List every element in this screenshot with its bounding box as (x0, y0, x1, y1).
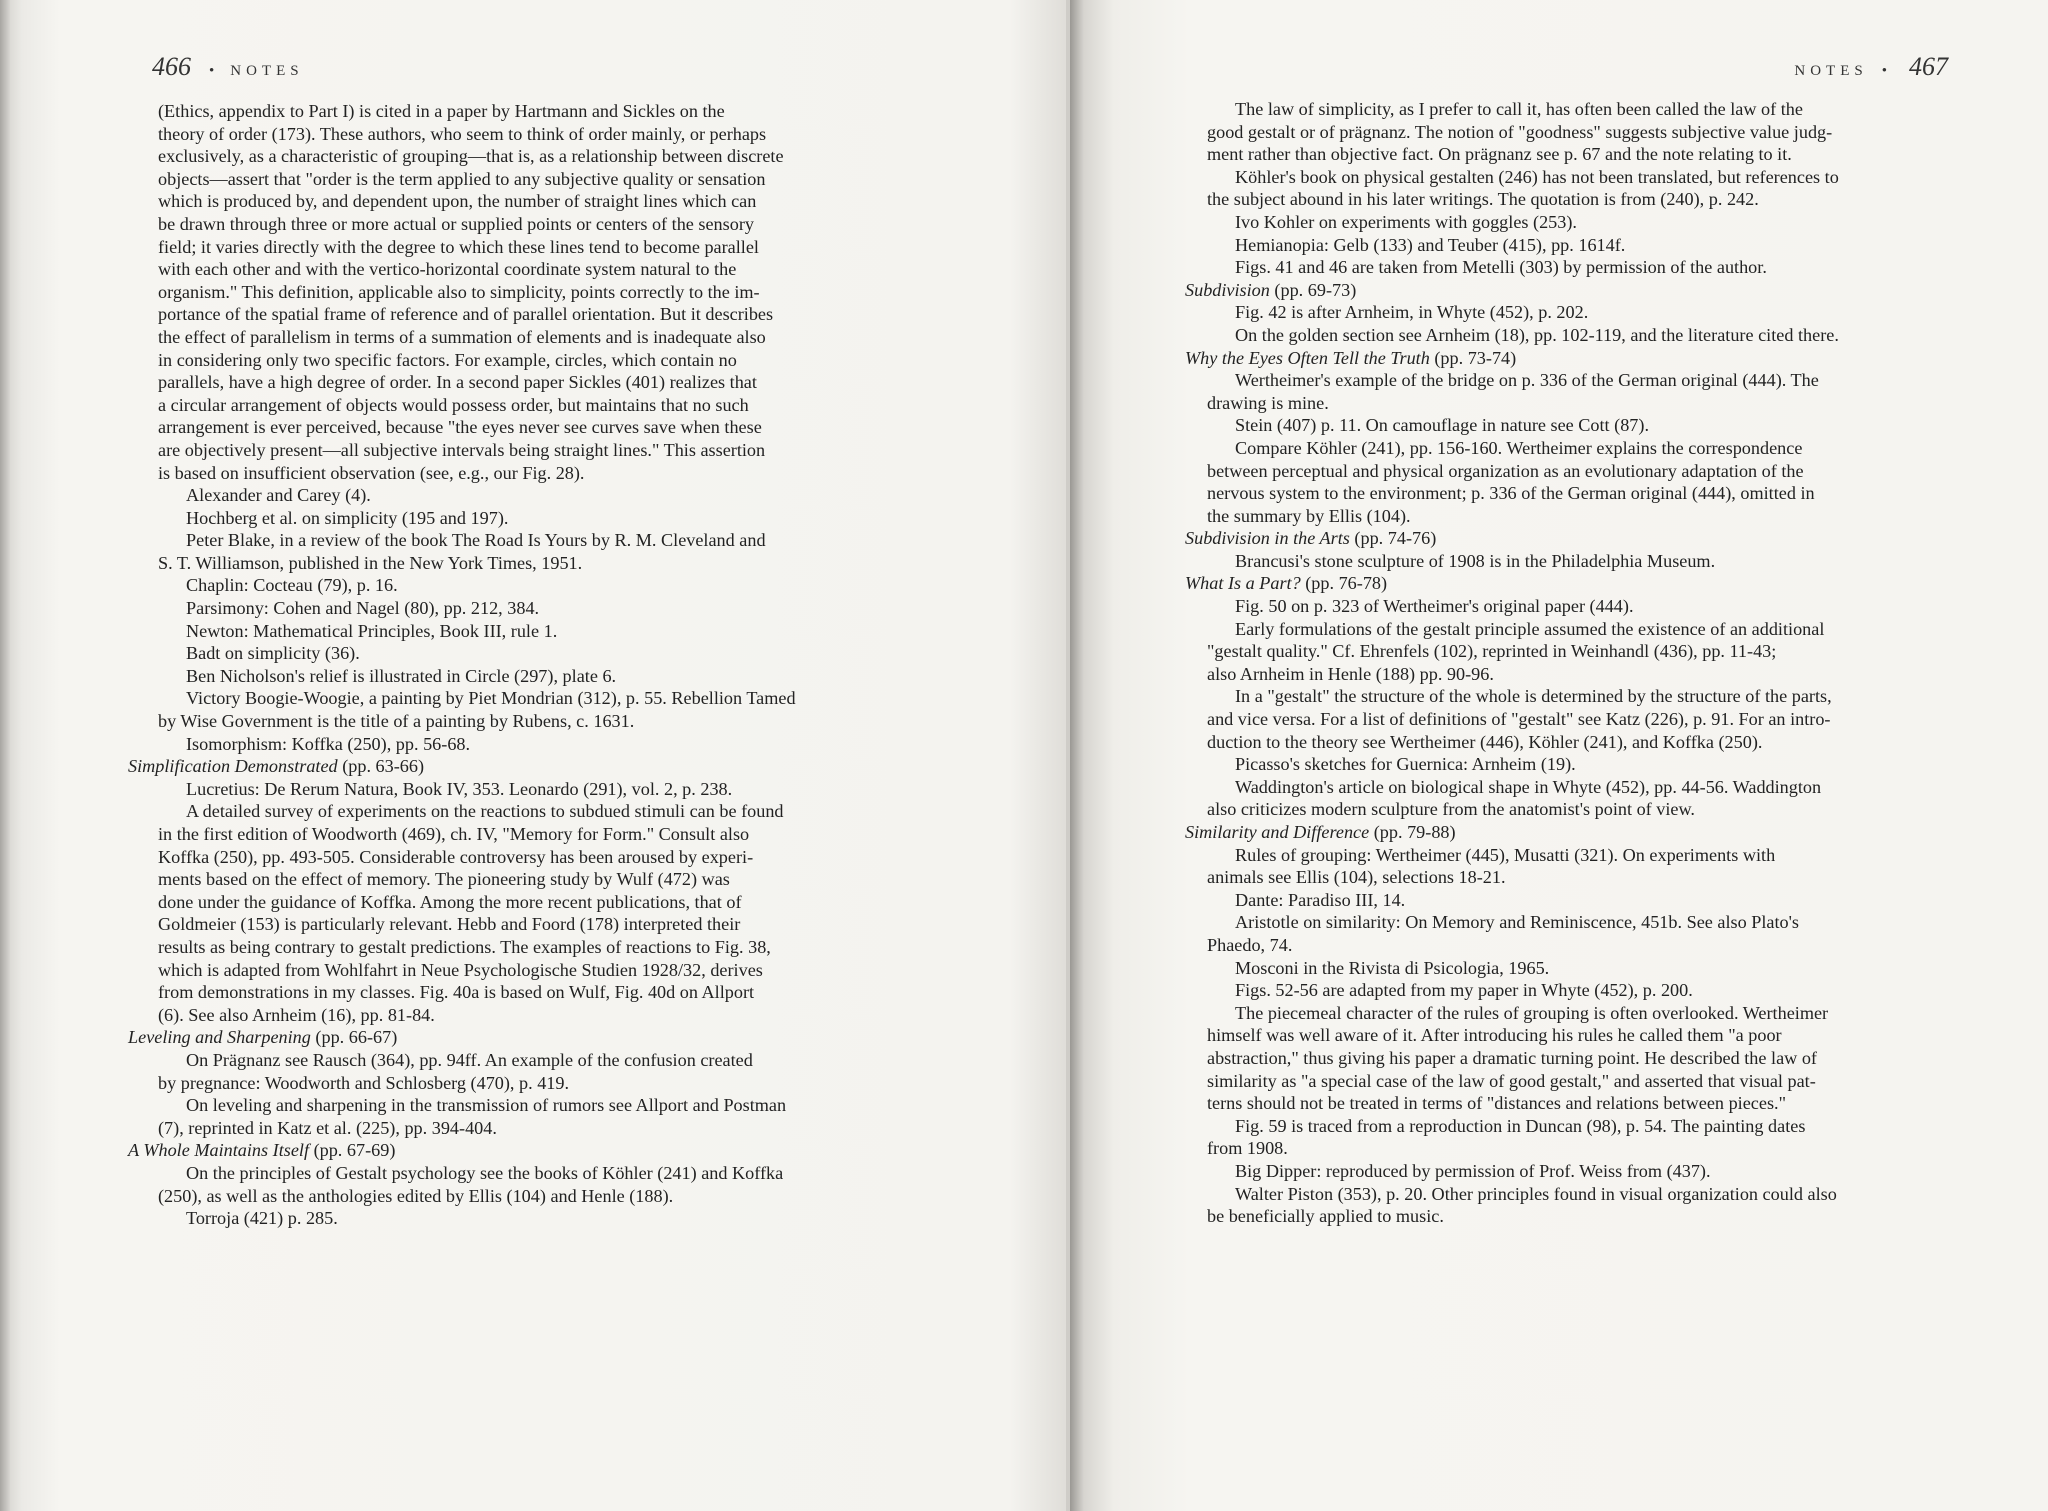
section-pages: (pp. 69-73) (1274, 279, 1357, 300)
note-line: Ben Nicholson's relief is illustrated in Circle (297), plate 6. (186, 665, 617, 686)
opening-paragraph (158, 100, 963, 484)
note-line: done under the guidance of Koffka. Among the more recent publications, that of (158, 891, 742, 912)
note-line: Fig. 42 is after Arnheim, in Whyte (452), p. 202. (1235, 302, 1589, 323)
note-line: terns should not be treated in terms of "distances and relations between pieces." (1207, 1093, 1786, 1114)
section-title: Why the Eyes Often Tell the Truth (1185, 347, 1430, 368)
note-line: from demonstrations in my classes. Fig. 40a is based on Wulf, Fig. 40d on Allport (158, 982, 755, 1003)
section-pages: (pp. 66-67) (315, 1027, 398, 1048)
section-title: Simplification Demonstrated (128, 756, 338, 777)
section-heading (128, 755, 963, 778)
text-line: in considering only two specific factors. For example, circles, which contain no (158, 349, 737, 370)
note-line: which is adapted from Wohlfahrt in Neue Psychologische Studien 1928/32, derives (158, 959, 763, 980)
section-heading (128, 1139, 963, 1162)
note-line: On Prägnanz see Rausch (364), pp. 94ff. An example of the confusion created (186, 1049, 753, 1070)
note-line: On leveling and sharpening in the transmission of rumors see Allport and Postman (186, 1095, 787, 1116)
note-line: Goldmeier (153) is particularly relevant. Hebb and Foord (178) interpreted their (158, 914, 741, 935)
note-line: (250), as well as the anthologies edited by Ellis (104) and Henle (188). (158, 1185, 674, 1206)
section-title: What Is a Part? (1185, 573, 1301, 594)
section-pages: (pp. 73-74) (1434, 347, 1517, 368)
section-pages: (pp. 76-78) (1305, 573, 1388, 594)
note-line: nervous system to the environment; p. 336 of the German original (444), omitted in (1207, 483, 1815, 504)
note-line: Phaedo, 74. (1207, 934, 1293, 955)
note-line: The piecemeal character of the rules of grouping is often overlooked. Wertheimer (1235, 1002, 1829, 1023)
note-line: Mosconi in the Rivista di Psicologia, 1965. (1235, 957, 1550, 978)
text-line: is based on insufficient observation (see, e.g., our Fig. 28). (158, 462, 585, 483)
note-line: Victory Boogie-Woogie, a painting by Piet Mondrian (312), p. 55. Rebellion Tamed (186, 688, 796, 709)
section-heading (128, 1026, 963, 1049)
right-page-number: 467 (1909, 52, 1948, 81)
note-line: Fig. 50 on p. 323 of Wertheimer's original paper (444). (1235, 596, 1634, 617)
note-line: also Arnheim in Henle (188) pp. 90-96. (1207, 663, 1494, 684)
text-line: theory of order (173). These authors, who seem to think of order mainly, or perhaps (158, 123, 767, 144)
left-page-number: 466 (152, 52, 191, 81)
notes-group (158, 1049, 963, 1139)
note-line: Big Dipper: reproduced by permission of Prof. Weiss from (437). (1235, 1160, 1711, 1181)
note-line: drawing is mine. (1207, 392, 1329, 413)
note-line: On the principles of Gestalt psychology see the books of Köhler (241) and Koffka (186, 1162, 784, 1183)
note-line: The law of simplicity, as I prefer to call it, has often been called the law of the (1235, 99, 1803, 119)
note-line: Dante: Paradiso III, 14. (1235, 889, 1406, 910)
notes-group (1207, 369, 2023, 527)
text-line: organism." This definition, applicable also to simplicity, points correctly to the im- (158, 281, 760, 302)
note-line: Rules of grouping: Wertheimer (445), Musatti (321). On experiments with (1235, 844, 1776, 865)
note-line: Köhler's book on physical gestalten (246) has not been translated, but references to (1235, 166, 1839, 187)
note-line: good gestalt or of prägnanz. The notion of "goodness" suggests subjective value judg- (1207, 121, 1833, 142)
note-line: On the golden section see Arnheim (18), pp. 102-119, and the literature cited there. (1235, 324, 1839, 345)
note-line: duction to the theory see Wertheimer (446), Köhler (241), and Koffka (250). (1207, 731, 1763, 752)
note-line: "gestalt quality." Cf. Ehrenfels (102), reprinted in Weinhandl (436), pp. 11-43; (1207, 641, 1777, 662)
note-line: Badt on simplicity (36). (186, 643, 360, 664)
note-line: Early formulations of the gestalt principle assumed the existence of an additional (1235, 618, 1825, 639)
section-title: Subdivision in the Arts (1185, 528, 1350, 549)
note-line: Ivo Kohler on experiments with goggles (253). (1235, 211, 1577, 232)
section-title: A Whole Maintains Itself (128, 1140, 310, 1161)
note-line: from 1908. (1207, 1138, 1288, 1159)
text-line: objects—assert that "order is the term applied to any subjective quality or sensation (158, 168, 766, 189)
note-line: (6). See also Arnheim (16), pp. 81-84. (158, 1004, 435, 1025)
section-heading (1185, 572, 2023, 595)
section-pages: (pp. 79-88) (1373, 822, 1456, 842)
text-line: the effect of parallelism in terms of a summation of elements and is inadequate also (158, 326, 766, 347)
note-line: himself was well aware of it. After introducing his rules he called them "a poor (1207, 1025, 1782, 1046)
head-separator: • (209, 63, 215, 79)
notes-group (1207, 301, 2023, 346)
right-page (1070, 0, 2048, 1511)
note-line: Stein (407) p. 11. On camouflage in nature see Cott (87). (1235, 415, 1649, 436)
notes-group (158, 1162, 963, 1230)
section-title: Subdivision (1185, 279, 1270, 300)
note-line: ment rather than objective fact. On prägnanz see p. 67 and the note relating to it. (1207, 144, 1792, 165)
text-line: with each other and with the vertico-horizontal coordinate system natural to the (158, 259, 737, 280)
note-line: Hemianopia: Gelb (133) and Teuber (415), pp. 1614f. (1235, 234, 1626, 255)
text-line: which is produced by, and dependent upon, the number of straight lines which can (158, 191, 757, 212)
note-line: Koffka (250), pp. 493-505. Considerable controversy has been aroused by experi- (158, 846, 754, 867)
note-line: A detailed survey of experiments on the reactions to subdued stimuli can be found (186, 801, 784, 822)
text-line: a circular arrangement of objects would possess order, but maintains that no such (158, 394, 749, 415)
text-line: portance of the spatial frame of reference and of parallel orientation. But it describes (158, 304, 774, 325)
notes-group (1207, 844, 2023, 1228)
section-heading (1185, 347, 2023, 370)
right-page-body (1185, 98, 2023, 1228)
note-line: Newton: Mathematical Principles, Book III, rule 1. (186, 620, 558, 641)
section-heading (1185, 279, 2023, 302)
section-pages: (pp. 74-76) (1354, 528, 1437, 549)
note-line: results as being contrary to gestalt predictions. The examples of reactions to Fig. 38, (158, 936, 771, 957)
note-line: Hochberg et al. on simplicity (195 and 197). (186, 507, 509, 528)
note-line: (7), reprinted in Katz et al. (225), pp. 394-404. (158, 1117, 497, 1138)
note-line: also criticizes modern sculpture from the anatomist's point of view. (1207, 799, 1695, 820)
left-page-body (128, 100, 963, 1230)
note-line: Walter Piston (353), p. 20. Other principles found in visual organization could also (1235, 1183, 1837, 1204)
note-line: Picasso's sketches for Guernica: Arnheim (19). (1235, 754, 1576, 775)
right-running-title: NOTES (1794, 63, 1868, 79)
notes-group (158, 484, 963, 755)
note-line: Figs. 41 and 46 are taken from Metelli (303) by permission of the author. (1235, 257, 1767, 278)
text-line: (Ethics, appendix to Part I) is cited in a paper by Hartmann and Sickles on the (158, 101, 725, 121)
note-line: Wertheimer's example of the bridge on p. 336 of the German original (444). The (1235, 370, 1819, 391)
note-line: Isomorphism: Koffka (250), pp. 56-68. (186, 733, 471, 754)
note-line: In a "gestalt" the structure of the whole is determined by the structure of the parts, (1235, 686, 1832, 707)
note-line: between perceptual and physical organization as an evolutionary adaptation of the (1207, 460, 1804, 481)
note-line: Chaplin: Cocteau (79), p. 16. (186, 575, 398, 596)
note-line: S. T. Williamson, published in the New York Times, 1951. (158, 552, 583, 573)
left-running-head (152, 52, 304, 82)
note-line: Brancusi's stone sculpture of 1908 is in the Philadelphia Museum. (1235, 550, 1716, 571)
text-line: parallels, have a high degree of order. In a second paper Sickles (401) realizes that (158, 372, 757, 393)
notes-group (1207, 595, 2023, 821)
section-heading (1185, 821, 2023, 844)
note-line: ments based on the effect of memory. The pioneering study by Wulf (472) was (158, 869, 730, 890)
text-line: field; it varies directly with the degree to which these lines tend to become parallel (158, 236, 759, 257)
note-line: Alexander and Carey (4). (186, 485, 371, 506)
note-line: in the first edition of Woodworth (469), ch. IV, "Memory for Form." Consult also (158, 824, 750, 844)
note-line: Parsimony: Cohen and Nagel (80), pp. 212, 384. (186, 598, 540, 619)
note-line: Aristotle on similarity: On Memory and Reminiscence, 451b. See also Plato's (1235, 912, 1799, 933)
note-line: Figs. 52-56 are adapted from my paper in Whyte (452), p. 200. (1235, 980, 1693, 1001)
note-line: the summary by Ellis (104). (1207, 505, 1411, 526)
note-line: be beneficially applied to music. (1207, 1206, 1444, 1227)
note-line: Lucretius: De Rerum Natura, Book IV, 353. Leonardo (291), vol. 2, p. 238. (186, 778, 733, 799)
left-running-title: NOTES (230, 63, 304, 79)
note-line: and vice versa. For a list of definitions of "gestalt" see Katz (226), p. 91. For an intro- (1207, 709, 1831, 730)
notes-group (1207, 98, 2023, 279)
notes-group (158, 778, 963, 1027)
section-pages: (pp. 67-69) (313, 1140, 396, 1161)
section-title: Leveling and Sharpening (128, 1027, 311, 1048)
text-line: be drawn through three or more actual or supplied points or centers of the sensory (158, 213, 754, 234)
note-line: Fig. 59 is traced from a reproduction in Duncan (98), p. 54. The painting dates (1235, 1115, 1806, 1136)
right-running-head (1794, 52, 1948, 82)
section-heading (1185, 527, 2023, 550)
note-line: Torroja (421) p. 285. (186, 1208, 338, 1229)
note-line: abstraction," thus giving his paper a dramatic turning point. He described the law of (1207, 1047, 1817, 1068)
text-line: exclusively, as a characteristic of grouping—that is, as a relationship between discrete (158, 146, 784, 167)
note-line: the subject abound in his later writings. The quotation is from (240), p. 242. (1207, 189, 1759, 210)
note-line: Compare Köhler (241), pp. 156-160. Wertheimer explains the correspondence (1235, 437, 1803, 458)
note-line: similarity as "a special case of the law of good gestalt," and asserted that visual pat- (1207, 1070, 1816, 1091)
note-line: animals see Ellis (104), selections 18-21. (1207, 867, 1506, 888)
notes-group (1207, 550, 2023, 573)
text-line: arrangement is ever perceived, because "the eyes never see curves save when these (158, 417, 762, 438)
head-separator: • (1881, 63, 1887, 79)
section-pages: (pp. 63-66) (342, 756, 425, 777)
note-line: by pregnance: Woodworth and Schlosberg (470), p. 419. (158, 1072, 570, 1093)
text-line: are objectively present—all subjective intervals being straight lines." This assertion (158, 439, 766, 460)
note-line: by Wise Government is the title of a painting by Rubens, c. 1631. (158, 711, 635, 732)
note-line: Waddington's article on biological shape in Whyte (452), pp. 44-56. Waddington (1235, 776, 1822, 797)
section-title: Similarity and Difference (1185, 822, 1370, 842)
page-edge (0, 0, 10, 1511)
note-line: Peter Blake, in a review of the book The Road Is Yours by R. M. Cleveland and (186, 530, 766, 551)
